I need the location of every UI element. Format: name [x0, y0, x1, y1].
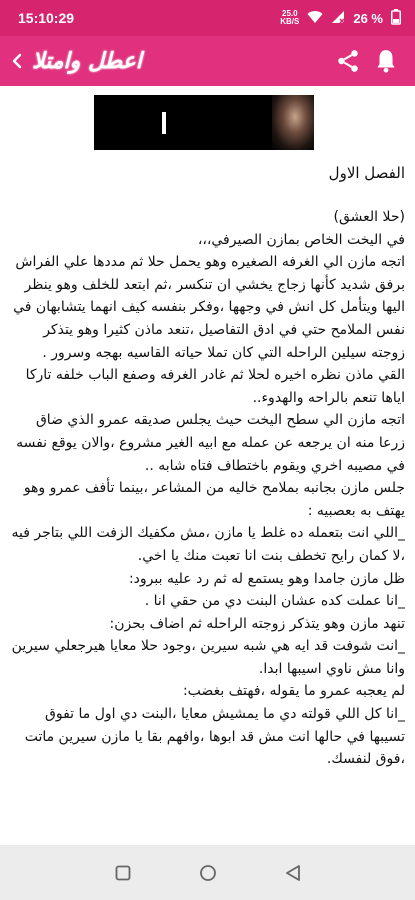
home-icon[interactable]	[189, 854, 227, 892]
network-speed-value: 25.0	[282, 9, 298, 18]
network-speed	[280, 10, 299, 26]
status-icons	[280, 9, 401, 28]
story-paragraph: لم يعجبه عمرو ما يقوله ،فهتف بغضب:	[182, 683, 405, 700]
network-speed-unit: KB/S	[280, 17, 300, 26]
battery-percent: 26 %	[353, 10, 383, 26]
banner-image[interactable]	[94, 95, 314, 150]
story-paragraph: اتجه مازن الي سطح اليخت حيث يجلس صديقه عمرو الذي ضاق زرعا منه ان يرجعه عن عمله مع ابيه الغير مشروع ،والان يوقع نفسه في مصيبه اخري ويقوم باختطاف فتاه شابه ..	[16, 412, 405, 474]
story-paragraph: ظل مازن جامدا وهو يستمع له ثم رد عليه ببرود:	[128, 570, 405, 587]
wifi-icon	[307, 10, 323, 27]
banner-mark	[162, 112, 166, 134]
chapter-title: الفصل الاول	[328, 164, 405, 182]
story-paragraph: القي ماذن نظره اخيره لحلا ثم غادر الغرفه وصفع الباب خلفه تاركا اياها تنعم بالراحه والهدوء..	[25, 367, 405, 406]
story-paragraph: جلس مازن بجانبه بملامح خاليه من المشاعر ،بينما تأفف عمرو وهو يهتف به بعصبيه :	[23, 480, 405, 519]
status-time: 15:10:29	[18, 10, 75, 26]
banner-photo	[272, 95, 314, 150]
back-icon[interactable]	[274, 854, 312, 892]
app-bar	[0, 36, 415, 86]
recent-apps-icon[interactable]	[104, 854, 142, 892]
status-bar	[0, 0, 415, 36]
signal-icon	[331, 10, 345, 27]
battery-icon	[391, 9, 401, 28]
story-paragraph: _انت شوفت قد ايه هي شبه سيرين ،وجود حلا معايا هيرجعلي سيرين وانا مش ناوي اسيبها ابدا.	[11, 638, 405, 677]
bell-icon[interactable]	[367, 42, 405, 80]
app-logo[interactable]: اعطل وامتلا	[32, 48, 142, 74]
story-paragraph: _اللي انت بتعمله ده غلط يا مازن ،مش مكفيك الزفت اللي بتاجر فيه ،لا كمان رايح تخطف بنت انا تعبت منك يا اخي.	[11, 525, 405, 564]
story-paragraph: في اليخت الخاص بمازن الصيرفي،،،	[197, 231, 405, 248]
story-paragraph: اتجه مازن الي الغرفه الصغيره وهو يحمل حلا ثم مددها علي الفراش برفق شديد كأنها زجاج يخشي ان تنكسر ،ثم ابتعد للخلف وهو ينظر اليها ويتأمل كل انش في وجهها ،وفكر بنفسه كيف انهما يتشابهان في نفس الملامح حتي في ادق التفاصيل ،تنعد ماذن كثيرا وهو يتذكر زوجته سيلين الراحله التي كان تملا حياته القاسيه بهجه وسرور .	[13, 254, 405, 361]
share-icon[interactable]	[329, 42, 367, 80]
story-paragraph: _انا كل اللي قولته دي ما يمشيش معايا ،البنت دي اول ما تفوق تسيبها في حالها انت مش قد ابوها ،وافهم بقا يا مازن سيرين ماتت ،فوق لنفسك.	[24, 706, 405, 768]
story-paragraph: تنهد مازن وهو يتذكر زوجته الراحله ثم اضاف بحزن:	[109, 615, 405, 632]
system-nav-bar	[0, 845, 415, 900]
story-paragraph: (حلا العشق)	[333, 209, 405, 225]
story-content	[10, 162, 405, 818]
story-paragraph: _انا عملت كده عشان البنت دي من حقي انا .	[144, 593, 405, 610]
chevron-left-icon[interactable]	[8, 42, 26, 80]
